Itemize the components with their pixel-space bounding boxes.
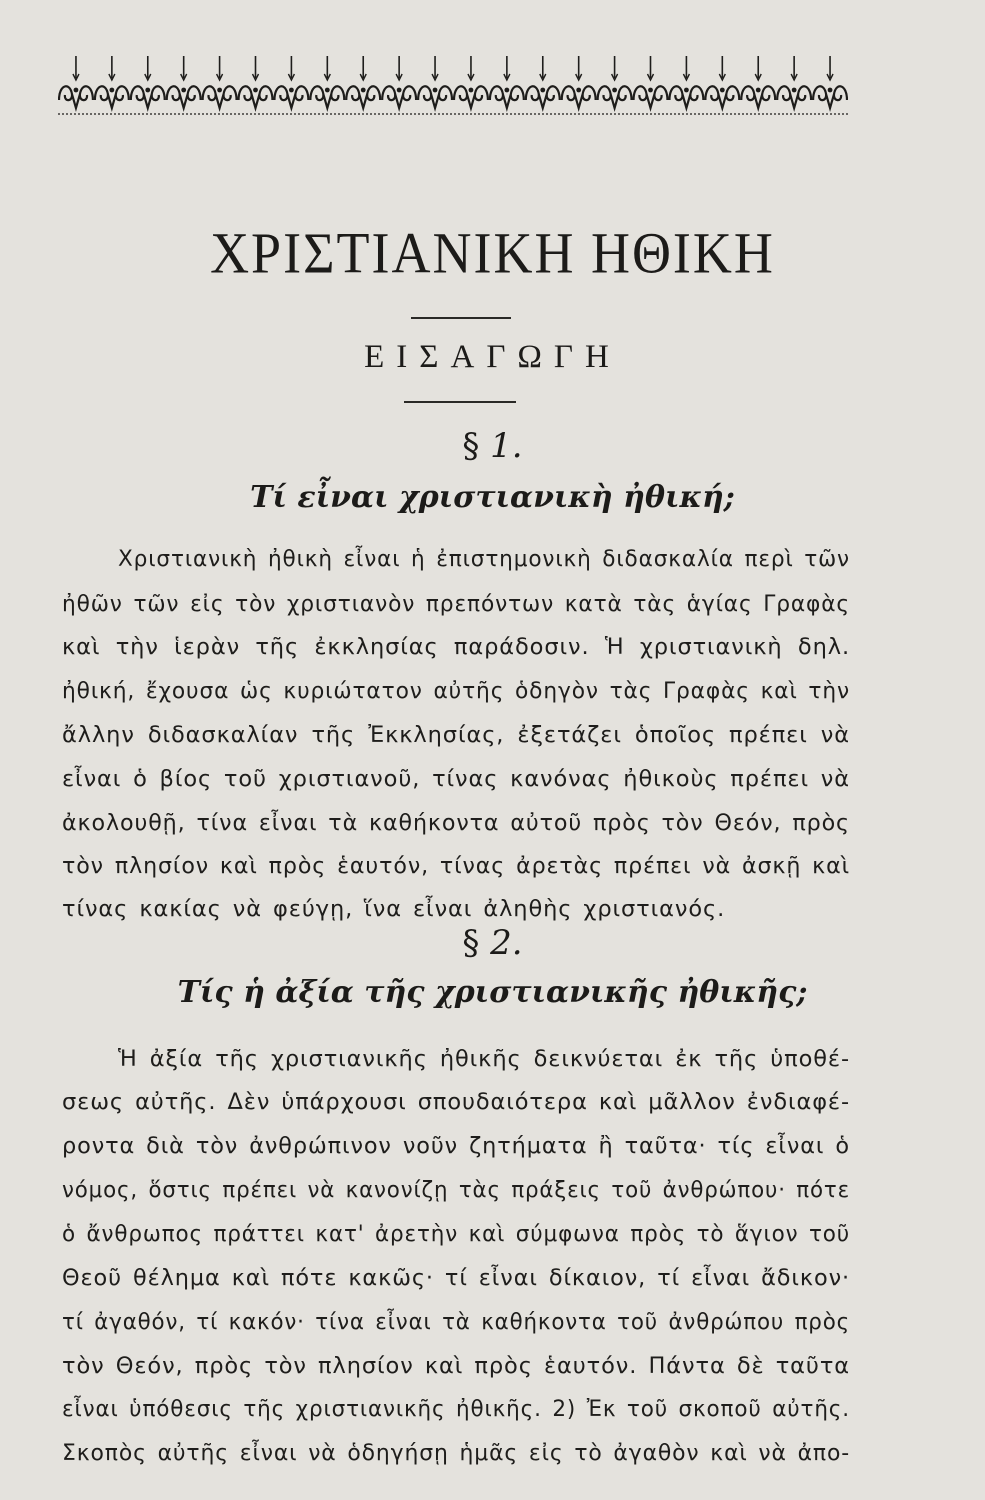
text-line: τί ἀγαθόν, τί κακόν· τίνα εἶναι τὰ καθήκοντα τοῦ ἀνθρώπου πρὸς <box>62 1309 851 1335</box>
ornament-motif <box>634 56 668 108</box>
text-line: ὁ ἄνθρωπος πράττει κατ' ἀρετὴν καὶ σύμφωνα πρὸς τὸ ἅγιον τοῦ <box>62 1221 851 1247</box>
ornament-motif <box>239 56 273 108</box>
section-1-heading: Τί εἶναι χριστιανικὴ ἠθική; <box>250 480 735 515</box>
text-line: ἄλλην διδασκαλίαν τῆς Ἐκκλησίας, ἐξετάζει ὁποῖος πρέπει νὰ <box>62 722 850 748</box>
text-line: εἶναι ὑπόθεσις τῆς χριστιανικῆς ἠθικῆς. 2) Ἐκ τοῦ σκοποῦ αὐτῆς. <box>62 1396 850 1422</box>
ornament-motif <box>598 56 632 108</box>
section-2-heading: Τίς ἡ ἀξία τῆς χριστιανικῆς ἠθικῆς; <box>177 975 808 1010</box>
ornament-motif <box>526 56 560 108</box>
text-line: Σκοπὸς αὐτῆς εἶναι νὰ ὁδηγήσῃ ἡμᾶς εἰς τὸ ἀγαθὸν καὶ νὰ ἀπο- <box>62 1440 851 1466</box>
ornament-motif <box>705 56 739 108</box>
text-line: τὸν Θεόν, πρὸς τὸν πλησίον καὶ πρὸς ἑαυτόν. Πάντα δὲ ταῦτα <box>62 1353 850 1379</box>
ornament-motif <box>490 56 524 108</box>
section-2-mark <box>0 923 985 963</box>
ornament-motif <box>382 56 416 108</box>
text-line: εἶναι ὁ βίος τοῦ χριστιανοῦ, τίνας κανόνας ἠθικοὺς πρέπει νὰ <box>62 766 850 792</box>
section-symbol: § <box>462 426 480 466</box>
page-title: ΧΡΙΣΤΙΑΝΙΚΗ ΗΘΙΚΗ <box>210 220 775 286</box>
decorative-header-border <box>58 48 848 120</box>
text-line: Ἡ ἀξία τῆς χριστιανικῆς ἠθικῆς δεικνύεται ἐκ τῆς ὑποθέ- <box>118 1046 850 1072</box>
ornament-motif <box>274 56 308 108</box>
text-line: Χριστιανικὴ ἠθικὴ εἶναι ἡ ἐπιστημονικὴ διδασκαλία περὶ τῶν <box>118 546 850 572</box>
ornament-motif <box>454 56 488 108</box>
text-line: Θεοῦ θέλημα καὶ πότε κακῶς· τί εἶναι δίκαιον, τί εἶναι ἄδικον· <box>62 1265 851 1291</box>
ornament-motif <box>418 56 452 108</box>
text-line: τὸν πλησίον καὶ πρὸς ἑαυτόν, τίνας ἀρετὰς πρέπει νὰ ἀσκῇ καὶ <box>62 853 851 879</box>
ornament-motif <box>562 56 596 108</box>
text-line: ἠθική, ἔχουσα ὡς κυριώτατον αὐτῆς ὁδηγὸν τὰς Γραφὰς καὶ τὴν <box>62 678 850 704</box>
section-number: 1. <box>490 426 523 466</box>
text-line: τίνας κακίας νὰ φεύγῃ, ἵνα εἶναι ἀληθὴς χριστιανός. <box>62 896 726 922</box>
page-subtitle: ΕΙΣΑΓΩΓΗ <box>364 339 621 375</box>
ornament-motif <box>95 56 129 108</box>
title-divider <box>411 317 511 319</box>
text-line: ροντα διὰ τὸν ἀνθρώπινον νοῦν ζητήματα ἢ ταῦτα· τίς εἶναι ὁ <box>62 1133 850 1159</box>
section-number: 2. <box>490 923 523 963</box>
section-symbol: § <box>462 923 480 963</box>
subtitle-divider <box>404 401 516 403</box>
ornament-motif <box>669 56 703 108</box>
ornament-motif <box>167 56 201 108</box>
text-line: νόμος, ὅστις πρέπει νὰ κανονίζῃ τὰς πράξεις τοῦ ἀνθρώπου· πότε <box>62 1177 850 1203</box>
ornament-motif <box>59 56 93 108</box>
ornament-motif <box>813 56 847 108</box>
section-1-mark <box>0 426 985 466</box>
text-line: καὶ τὴν ἱερὰν τῆς ἐκκλησίας παράδοσιν. Ἡ χριστιανικὴ δηλ. <box>62 634 850 660</box>
text-line: ἀκολουθῇ, τίνα εἶναι τὰ καθήκοντα αὐτοῦ πρὸς τὸν Θεόν, πρὸς <box>62 810 850 836</box>
text-line: ἠθῶν τῶν εἰς τὸν χριστιανὸν πρεπόντων κατὰ τὰς ἁγίας Γραφὰς <box>62 591 850 617</box>
ornament-motif <box>346 56 380 108</box>
ornament-motif <box>310 56 344 108</box>
ornament-motif <box>203 56 237 108</box>
ornament-motif <box>741 56 775 108</box>
text-line: σεως αὐτῆς. Δὲν ὑπάρχουσι σπουδαιότερα καὶ μᾶλλον ἐνδιαφέ- <box>62 1089 851 1115</box>
ornament-motif <box>777 56 811 108</box>
ornament-motif <box>131 56 165 108</box>
